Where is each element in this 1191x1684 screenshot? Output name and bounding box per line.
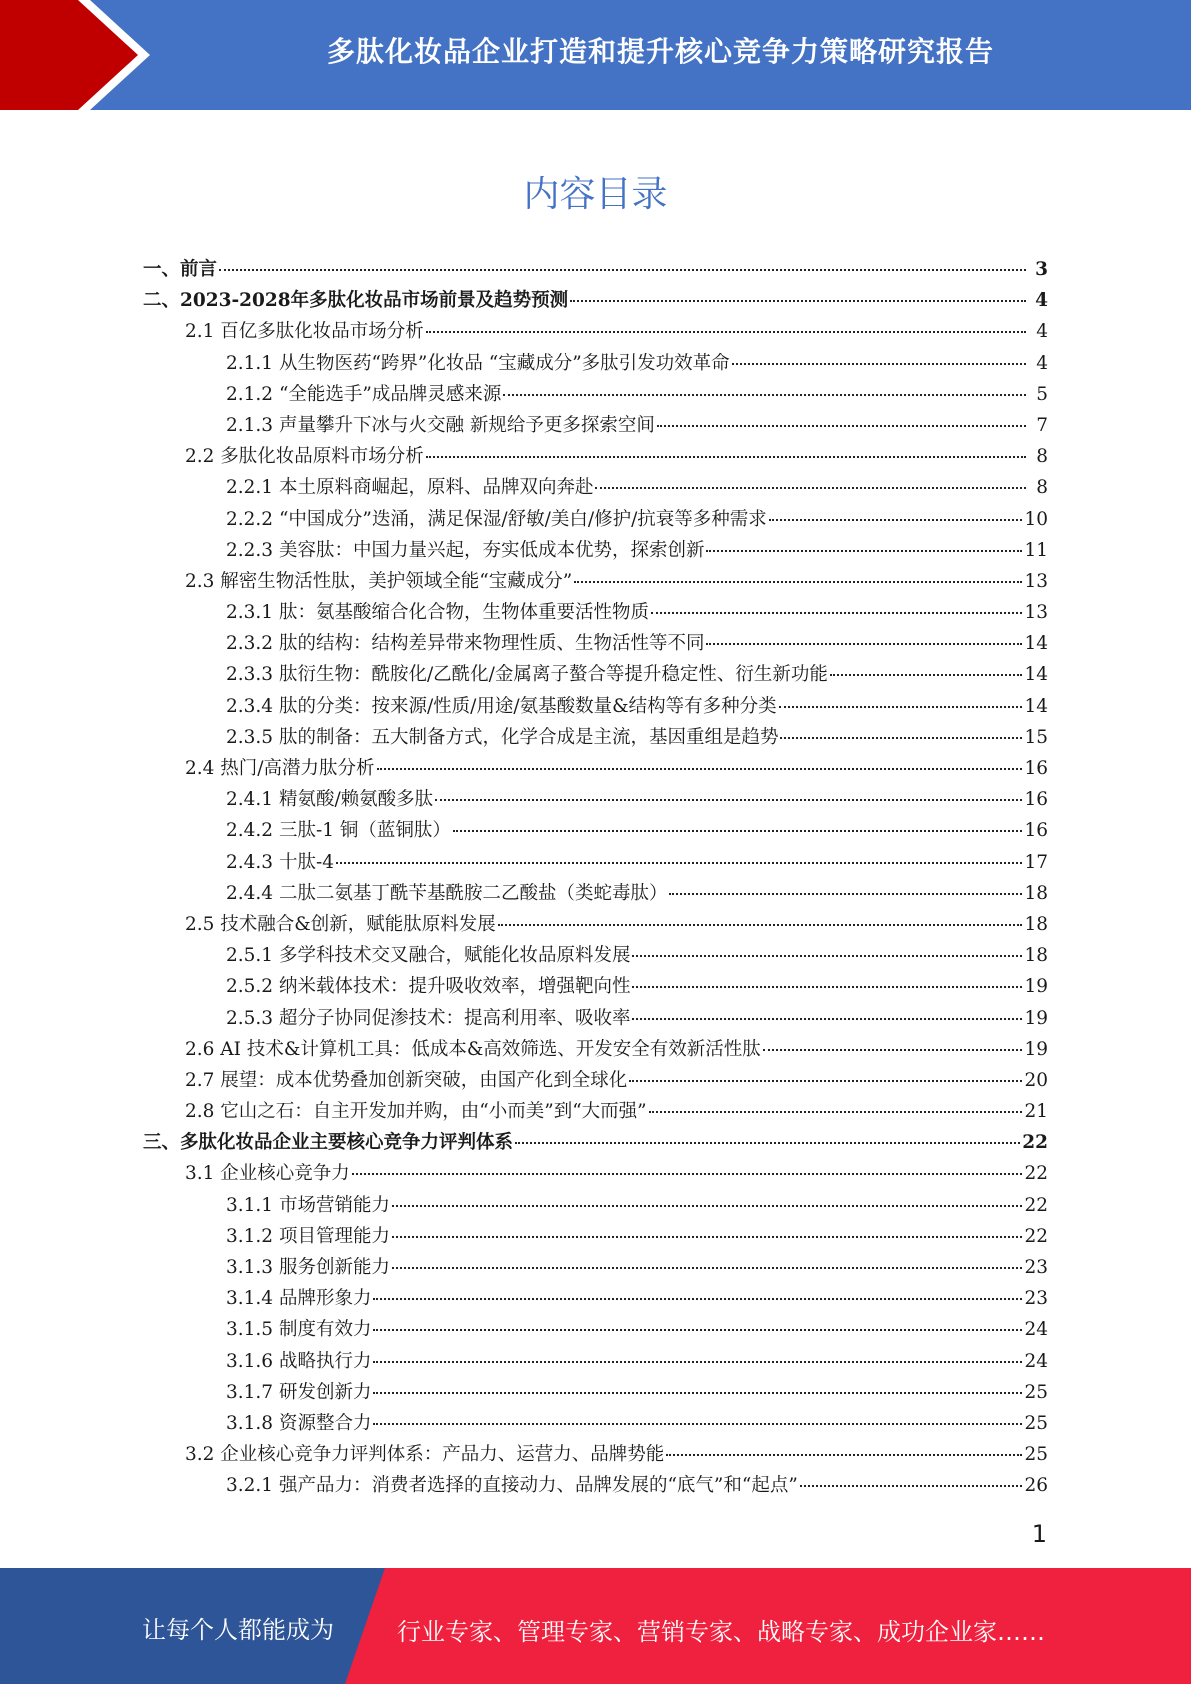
toc-entry-label: 2.5 技术融合&创新，赋能肽原料发展 xyxy=(185,913,496,935)
toc-entry-page: 7 xyxy=(1036,414,1048,436)
toc-entry-label: 一、前言 xyxy=(143,259,218,280)
toc-entry-label: 3.1.8 资源整合力 xyxy=(226,1412,372,1434)
toc-entry-page: 19 xyxy=(1024,976,1048,998)
toc-entry[interactable] xyxy=(143,629,1048,660)
toc-entry-page: 24 xyxy=(1024,1350,1048,1372)
toc-entry[interactable] xyxy=(143,505,1048,536)
toc-leader-dots xyxy=(392,1236,1022,1238)
toc-entry[interactable] xyxy=(143,1097,1048,1128)
toc-entry-label: 三、多肽化妆品企业主要核心竞争力评判体系 xyxy=(143,1132,514,1154)
toc-entry-page: 8 xyxy=(1036,446,1048,468)
toc-leader-dots xyxy=(706,550,1022,552)
toc-entry[interactable] xyxy=(143,754,1048,785)
footer-slogan-right: 行业专家、管理专家、营销专家、战略专家、成功企业家…… xyxy=(397,1618,1045,1646)
page-footer xyxy=(0,1568,1191,1684)
toc-entry-page: 16 xyxy=(1024,758,1048,779)
toc-entry-page: 23 xyxy=(1024,1288,1048,1310)
toc-leader-dots xyxy=(632,955,1022,957)
toc-entry-label: 3.1.6 战略执行力 xyxy=(226,1350,372,1372)
toc-leader-dots xyxy=(649,1111,1023,1113)
toc-entry-label: 3.1.7 研发创新力 xyxy=(226,1381,372,1403)
toc-entry-page: 15 xyxy=(1024,726,1048,748)
toc-entry-label: 2.4.4 二肽二氨基丁酰苄基酰胺二乙酸盐（类蛇毒肽） xyxy=(226,882,668,904)
toc-leader-dots xyxy=(498,924,1023,926)
toc-entry-label: 二、2023-2028年多肽化妆品市场前景及趋势预测 xyxy=(143,290,569,312)
toc-entry-page: 10 xyxy=(1024,508,1048,530)
toc-entry-label: 3.1 企业核心竞争力 xyxy=(185,1163,350,1185)
toc-leader-dots xyxy=(373,1392,1022,1394)
toc-entry-label: 2.2.3 美容肽：中国力量兴起，夯实低成本优势，探索创新 xyxy=(226,539,705,561)
toc-entry[interactable] xyxy=(143,972,1048,1003)
toc-entry-label: 2.3.4 肽的分类：按来源/性质/用途/氨基酸数量&结构等有多种分类 xyxy=(226,695,777,717)
toc-entry[interactable] xyxy=(143,349,1048,380)
toc-entry[interactable] xyxy=(143,1284,1048,1315)
toc-entry[interactable] xyxy=(143,1409,1048,1440)
toc-entry-page: 3 xyxy=(1035,259,1048,280)
toc-entry-label: 3.2.1 强产品力：消费者选择的直接动力、品牌发展的“底气”和“起点” xyxy=(226,1475,798,1497)
toc-entry[interactable] xyxy=(143,1440,1048,1471)
toc-entry-page: 18 xyxy=(1024,882,1048,904)
toc-entry-page: 22 xyxy=(1024,1225,1048,1247)
toc-entry-label: 2.2.2 “中国成分”迭涌，满足保湿/舒敏/美白/修护/抗衰等多种需求 xyxy=(226,508,767,530)
toc-entry-page: 13 xyxy=(1024,570,1048,592)
toc-entry-label: 2.1.1 从生物医药“跨界”化妆品 “宝藏成分”多肽引发功效革命 xyxy=(226,352,730,374)
toc-leader-dots xyxy=(426,331,1026,333)
toc-entry-label: 2.4.3 十肽-4 xyxy=(226,851,334,873)
toc-entry-label: 2.1.3 声量攀升下冰与火交融 新规给予更多探索空间 xyxy=(226,414,655,436)
toc-entry[interactable] xyxy=(143,536,1048,567)
toc-entry[interactable] xyxy=(143,1315,1048,1346)
toc-leader-dots xyxy=(657,425,1026,427)
toc-entry[interactable] xyxy=(143,411,1048,442)
toc-entry[interactable] xyxy=(143,1128,1048,1159)
toc-leader-dots xyxy=(352,1173,1023,1175)
toc-leader-dots xyxy=(732,363,1026,365)
toc-leader-dots xyxy=(595,487,1026,489)
toc-leader-dots xyxy=(453,830,1023,832)
toc-leader-dots xyxy=(435,799,1022,801)
toc-entry-label: 2.1.2 “全能选手”成品牌灵感来源 xyxy=(226,383,502,405)
toc-leader-dots xyxy=(830,674,1023,676)
toc-entry-label: 3.1.4 品牌形象力 xyxy=(226,1288,372,1310)
footer-slogan-left: 让每个人都能成为 xyxy=(142,1616,334,1644)
toc-entry[interactable] xyxy=(143,1253,1048,1284)
toc-entry-page: 26 xyxy=(1024,1475,1048,1497)
toc-entry-page: 25 xyxy=(1024,1381,1048,1403)
toc-entry-label: 2.5.1 多学科技术交叉融合，赋能化妆品原料发展 xyxy=(226,945,631,967)
toc-entry-page: 4 xyxy=(1036,352,1048,374)
toc-leader-dots xyxy=(779,706,1023,708)
toc-entry-page: 25 xyxy=(1024,1444,1048,1466)
page-header xyxy=(0,0,1191,110)
toc-entry-page: 22 xyxy=(1024,1163,1048,1185)
toc-leader-dots xyxy=(373,1298,1022,1300)
toc-entry-page: 11 xyxy=(1024,539,1048,561)
toc-leader-dots xyxy=(769,519,1023,521)
toc-heading: 内容目录 xyxy=(523,174,668,215)
toc-leader-dots xyxy=(706,643,1022,645)
toc-leader-dots xyxy=(780,737,1022,739)
toc-leader-dots xyxy=(651,612,1022,614)
toc-leader-dots xyxy=(669,893,1022,895)
toc-entry-label: 2.2.1 本土原料商崛起，原料、品牌双向奔赴 xyxy=(226,477,594,499)
toc-leader-dots xyxy=(503,394,1026,396)
toc-entry[interactable] xyxy=(143,692,1048,723)
toc-entry[interactable] xyxy=(143,1378,1048,1409)
toc-entry-page: 16 xyxy=(1024,789,1048,811)
toc-entry-page: 14 xyxy=(1024,695,1048,717)
toc-entry-label: 2.4 热门/高潜力肽分析 xyxy=(185,758,375,779)
toc-entry-label: 3.1.1 市场营销能力 xyxy=(226,1194,390,1216)
toc-entry-page: 18 xyxy=(1024,913,1048,935)
toc-leader-dots xyxy=(632,986,1022,988)
toc-entry[interactable] xyxy=(143,1004,1048,1035)
toc-entry-page: 14 xyxy=(1024,664,1048,686)
toc-entry[interactable] xyxy=(143,660,1048,691)
toc-entry[interactable] xyxy=(143,1159,1048,1190)
table-of-contents xyxy=(143,255,1048,1503)
toc-leader-dots xyxy=(373,1423,1022,1425)
toc-entry[interactable] xyxy=(143,723,1048,754)
toc-entry-page: 25 xyxy=(1024,1412,1048,1434)
toc-leader-dots xyxy=(336,862,1022,864)
toc-leader-dots xyxy=(515,1142,1020,1144)
toc-entry[interactable] xyxy=(143,816,1048,847)
toc-leader-dots xyxy=(800,1485,1023,1487)
header-chevron xyxy=(0,0,140,110)
toc-entry-page: 23 xyxy=(1024,1257,1048,1278)
toc-entry-label: 2.4.2 三肽-1 铜（蓝铜肽） xyxy=(226,820,451,842)
toc-entry-page: 19 xyxy=(1024,1038,1048,1060)
toc-entry-label: 2.5.2 纳米载体技术：提升吸收效率，增强靶向性 xyxy=(226,976,631,998)
toc-entry-label: 2.3.3 肽衍生物：酰胺化/乙酰化/金属离子螯合等提升稳定性、衍生新功能 xyxy=(226,664,828,686)
toc-entry[interactable] xyxy=(143,473,1048,504)
toc-entry-page: 22 xyxy=(1024,1194,1048,1216)
toc-entry-page: 24 xyxy=(1024,1319,1048,1341)
toc-entry[interactable] xyxy=(143,879,1048,910)
toc-leader-dots xyxy=(392,1205,1022,1207)
toc-entry[interactable] xyxy=(143,286,1048,317)
toc-entry-label: 2.7 展望：成本优势叠加创新突破，由国产化到全球化 xyxy=(185,1069,628,1091)
toc-leader-dots xyxy=(763,1049,1023,1051)
toc-entry[interactable] xyxy=(143,910,1048,941)
toc-entry[interactable] xyxy=(143,1347,1048,1378)
toc-entry[interactable] xyxy=(143,598,1048,629)
toc-entry-page: 18 xyxy=(1024,945,1048,967)
toc-entry-label: 2.5.3 超分子协同促渗技术：提高利用率、吸收率 xyxy=(226,1007,631,1029)
toc-entry[interactable] xyxy=(143,1471,1048,1502)
toc-entry[interactable] xyxy=(143,317,1048,348)
toc-leader-dots xyxy=(574,581,1022,583)
toc-leader-dots xyxy=(392,1267,1022,1269)
toc-entry-label: 2.2 多肽化妆品原料市场分析 xyxy=(185,446,424,468)
toc-entry-page: 13 xyxy=(1024,602,1048,624)
toc-leader-dots xyxy=(632,1018,1022,1020)
toc-entry[interactable] xyxy=(143,848,1048,879)
toc-leader-dots xyxy=(377,768,1023,770)
toc-entry-label: 2.3 解密生物活性肽，美护领域全能“宝藏成分” xyxy=(185,570,573,592)
toc-entry[interactable] xyxy=(143,1035,1048,1066)
toc-entry[interactable] xyxy=(143,567,1048,598)
toc-leader-dots xyxy=(426,456,1026,458)
toc-entry-label: 3.1.2 项目管理能力 xyxy=(226,1225,390,1247)
toc-entry[interactable] xyxy=(143,1191,1048,1222)
toc-entry-page: 20 xyxy=(1024,1069,1048,1091)
toc-leader-dots xyxy=(629,1080,1022,1082)
toc-entry-label: 2.3.2 肽的结构：结构差异带来物理性质、生物活性等不同 xyxy=(226,633,705,655)
toc-entry-label: 3.1.5 制度有效力 xyxy=(226,1319,372,1341)
toc-entry-label: 2.6 AI 技术&计算机工具：低成本&高效筛选、开发安全有效新活性肽 xyxy=(185,1038,761,1060)
toc-entry[interactable] xyxy=(143,1222,1048,1253)
toc-entry-page: 21 xyxy=(1024,1101,1048,1123)
toc-entry-page: 22 xyxy=(1022,1132,1048,1154)
toc-entry-label: 2.8 它山之石：自主开发加并购，由“小而美”到“大而强” xyxy=(185,1101,647,1123)
toc-entry-page: 14 xyxy=(1024,633,1048,655)
toc-leader-dots xyxy=(219,269,1026,271)
toc-entry[interactable] xyxy=(143,380,1048,411)
toc-entry-label: 3.2 企业核心竞争力评判体系：产品力、运营力、品牌势能 xyxy=(185,1444,665,1466)
toc-leader-dots xyxy=(373,1361,1022,1363)
toc-entry[interactable] xyxy=(143,442,1048,473)
toc-entry-label: 3.1.3 服务创新能力 xyxy=(226,1257,390,1278)
toc-leader-dots xyxy=(666,1454,1022,1456)
toc-entry-page: 17 xyxy=(1024,851,1048,873)
toc-entry-page: 19 xyxy=(1024,1007,1048,1029)
toc-entry[interactable] xyxy=(143,941,1048,972)
toc-entry-label: 2.3.5 肽的制备：五大制备方式，化学合成是主流，基因重组是趋势 xyxy=(226,726,779,748)
toc-entry-page: 5 xyxy=(1036,383,1048,405)
toc-leader-dots xyxy=(373,1329,1022,1331)
toc-leader-dots xyxy=(570,300,1026,302)
toc-entry[interactable] xyxy=(143,255,1048,286)
toc-entry-page: 4 xyxy=(1036,321,1048,343)
toc-entry-page: 8 xyxy=(1036,477,1048,499)
toc-entry[interactable] xyxy=(143,785,1048,816)
report-title: 多肽化妆品企业打造和提升核心竞争力策略研究报告 xyxy=(326,35,994,68)
toc-entry-label: 2.1 百亿多肽化妆品市场分析 xyxy=(185,321,424,343)
toc-entry[interactable] xyxy=(143,1066,1048,1097)
toc-entry-label: 2.4.1 精氨酸/赖氨酸多肽 xyxy=(226,789,434,811)
page-number: 1 xyxy=(1031,1520,1047,1548)
toc-entry-label: 2.3.1 肽：氨基酸缩合化合物，生物体重要活性物质 xyxy=(226,602,649,624)
toc-entry-page: 4 xyxy=(1035,290,1048,312)
toc-entry-page: 16 xyxy=(1024,820,1048,842)
